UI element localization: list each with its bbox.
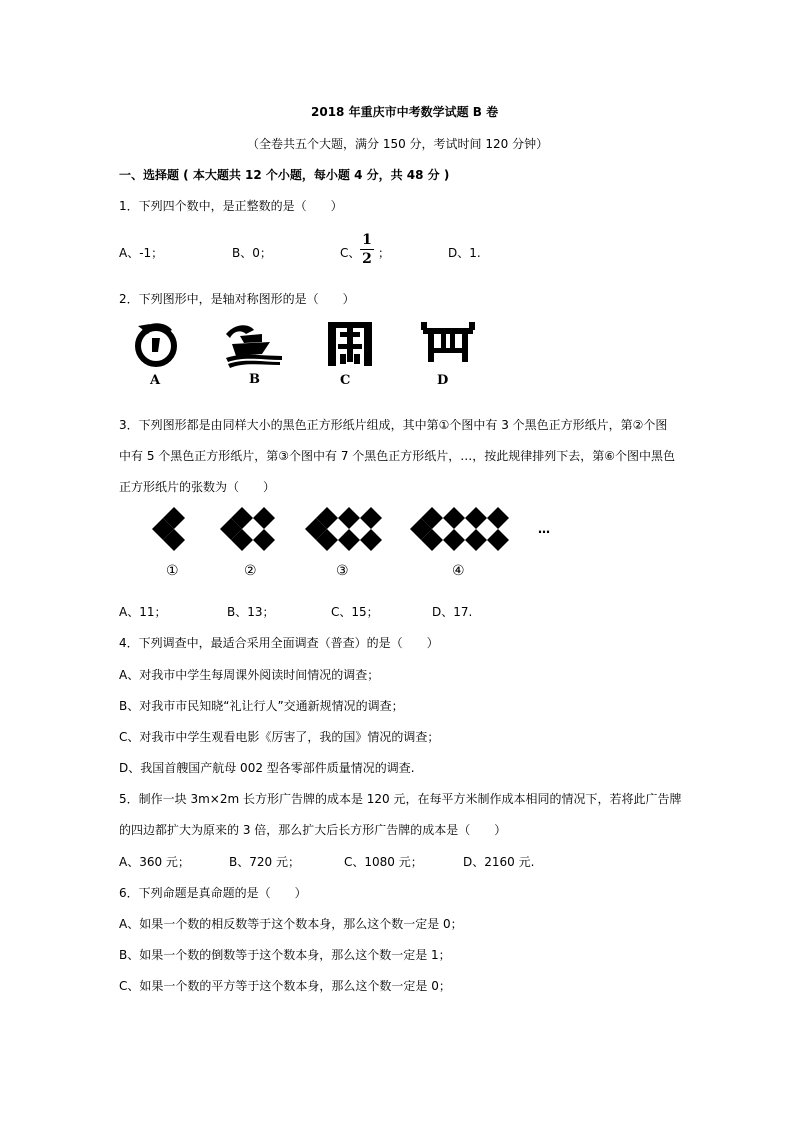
black-square-diamond [360,507,382,529]
q4-option-c: C、对我市中学生观看电影《厉害了，我的国》情况的调查； [119,730,440,744]
q4-option-b: B、对我市市民知晓“礼让行人”交通新规情况的调查； [119,699,404,713]
q3-fig-label-2: ② [244,563,257,579]
q3-figure-2 [220,507,275,551]
exam-subtitle: （全卷共五个大题，满分 150 分，考试时间 120 分钟） [247,137,549,151]
q2-label-a: A [150,373,161,388]
q4-stem: 4．下列调查中，最适合采用全面调查（普查）的是（ ） [119,636,439,650]
q1-option-c-prefix: C、 [340,246,361,260]
q1-option-d: D、1. [448,246,481,260]
black-square-diamond [338,529,360,551]
q3-stem-line3: 正方形纸片的张数为（ ） [119,480,276,494]
q3-fig-label-1: ① [166,563,179,579]
black-square-diamond [487,507,509,529]
black-square-diamond [443,529,465,551]
q3-stem-line2: 中有 5 个黑色正方形纸片，第③个图中有 7 个黑色正方形纸片，…，按此规律排列下去，第⑥个图中黑色 [119,449,676,463]
q5-option-a: A、360 元； [119,855,190,869]
q3-option-c: C、15； [331,605,379,619]
q5-stem-line2: 的四边都扩大为原来的 3 倍，那么扩大后长方形广告牌的成本是（ ） [119,823,507,837]
black-square-diamond [443,507,465,529]
q3-pattern-figures [0,505,794,555]
q4-option-a: A、对我市中学生每周课外阅读时间情况的调查； [119,668,380,682]
q5-option-d: D、2160 元. [463,855,535,869]
q3-figure-3 [305,507,382,551]
black-square-diamond [465,529,487,551]
q1-option-a: A、-1； [119,246,164,260]
q3-figure-1 [152,507,185,551]
q6-option-a: A、如果一个数的相反数等于这个数本身，那么这个数一定是 0； [119,917,463,931]
black-square-diamond [253,507,275,529]
section-heading: 一、选择题 ( 本大题共 12 个小题，每小题 4 分，共 48 分 ) [119,168,450,182]
figure-b-ship-logo [226,325,282,368]
q4-option-d: D、我国首艘国产航母 002 型各零部件质量情况的调查. [119,761,415,775]
black-square-diamond [487,529,509,551]
q1-option-b: B、0； [232,246,272,260]
q6-option-b: B、如果一个数的倒数等于这个数本身，那么这个数一定是 1； [119,948,451,962]
q1-stem: 1．下列四个数中，是正整数的是（ ） [119,199,343,213]
q3-figure-4 [410,507,509,551]
q3-option-d: D、17. [432,605,473,619]
q5-option-b: B、720 元； [229,855,300,869]
black-square-diamond [253,529,275,551]
figure-c-character-logo [328,322,372,366]
exam-title: 2018 年重庆市中考数学试题 B 卷 [311,105,499,119]
q2-figures [0,316,794,396]
fraction-bar [360,249,374,250]
fraction-numerator: 1 [362,232,372,248]
q1-option-c-fraction [360,232,374,267]
q3-fig-label-3: ③ [336,563,349,579]
q2-label-b: B [249,372,260,387]
black-square-diamond [360,529,382,551]
q6-stem: 6．下列命题是真命题的是（ ） [119,886,307,900]
figure-d-gate-logo [421,322,475,362]
q3-option-a: A、11； [119,605,167,619]
q5-stem-line1: 5．制作一块 3m×2m 长方形广告牌的成本是 120 元，在每平方米制作成本相同的情况下，若将此广告牌 [119,792,682,806]
q1-option-c-suffix: ； [378,246,391,260]
q2-label-d: D [437,373,449,388]
q5-option-c: C、1080 元； [344,855,423,869]
black-square-diamond [465,507,487,529]
q3-stem-line1: 3．下列图形都是由同样大小的黑色正方形纸片组成，其中第①个图中有 3 个黑色正方形纸片，第②个图 [119,418,668,432]
q3-ellipsis: … [538,522,550,536]
q2-stem: 2．下列图形中，是轴对称图形的是（ ） [119,292,355,306]
q3-fig-label-4: ④ [452,563,465,579]
q2-label-c: C [340,373,351,388]
q6-option-c: C、如果一个数的平方等于这个数本身，那么这个数一定是 0； [119,979,451,993]
q3-option-b: B、13； [227,605,275,619]
figure-a-swirl-logo [138,323,174,364]
fraction-denominator: 2 [362,251,372,267]
black-square-diamond [338,507,360,529]
